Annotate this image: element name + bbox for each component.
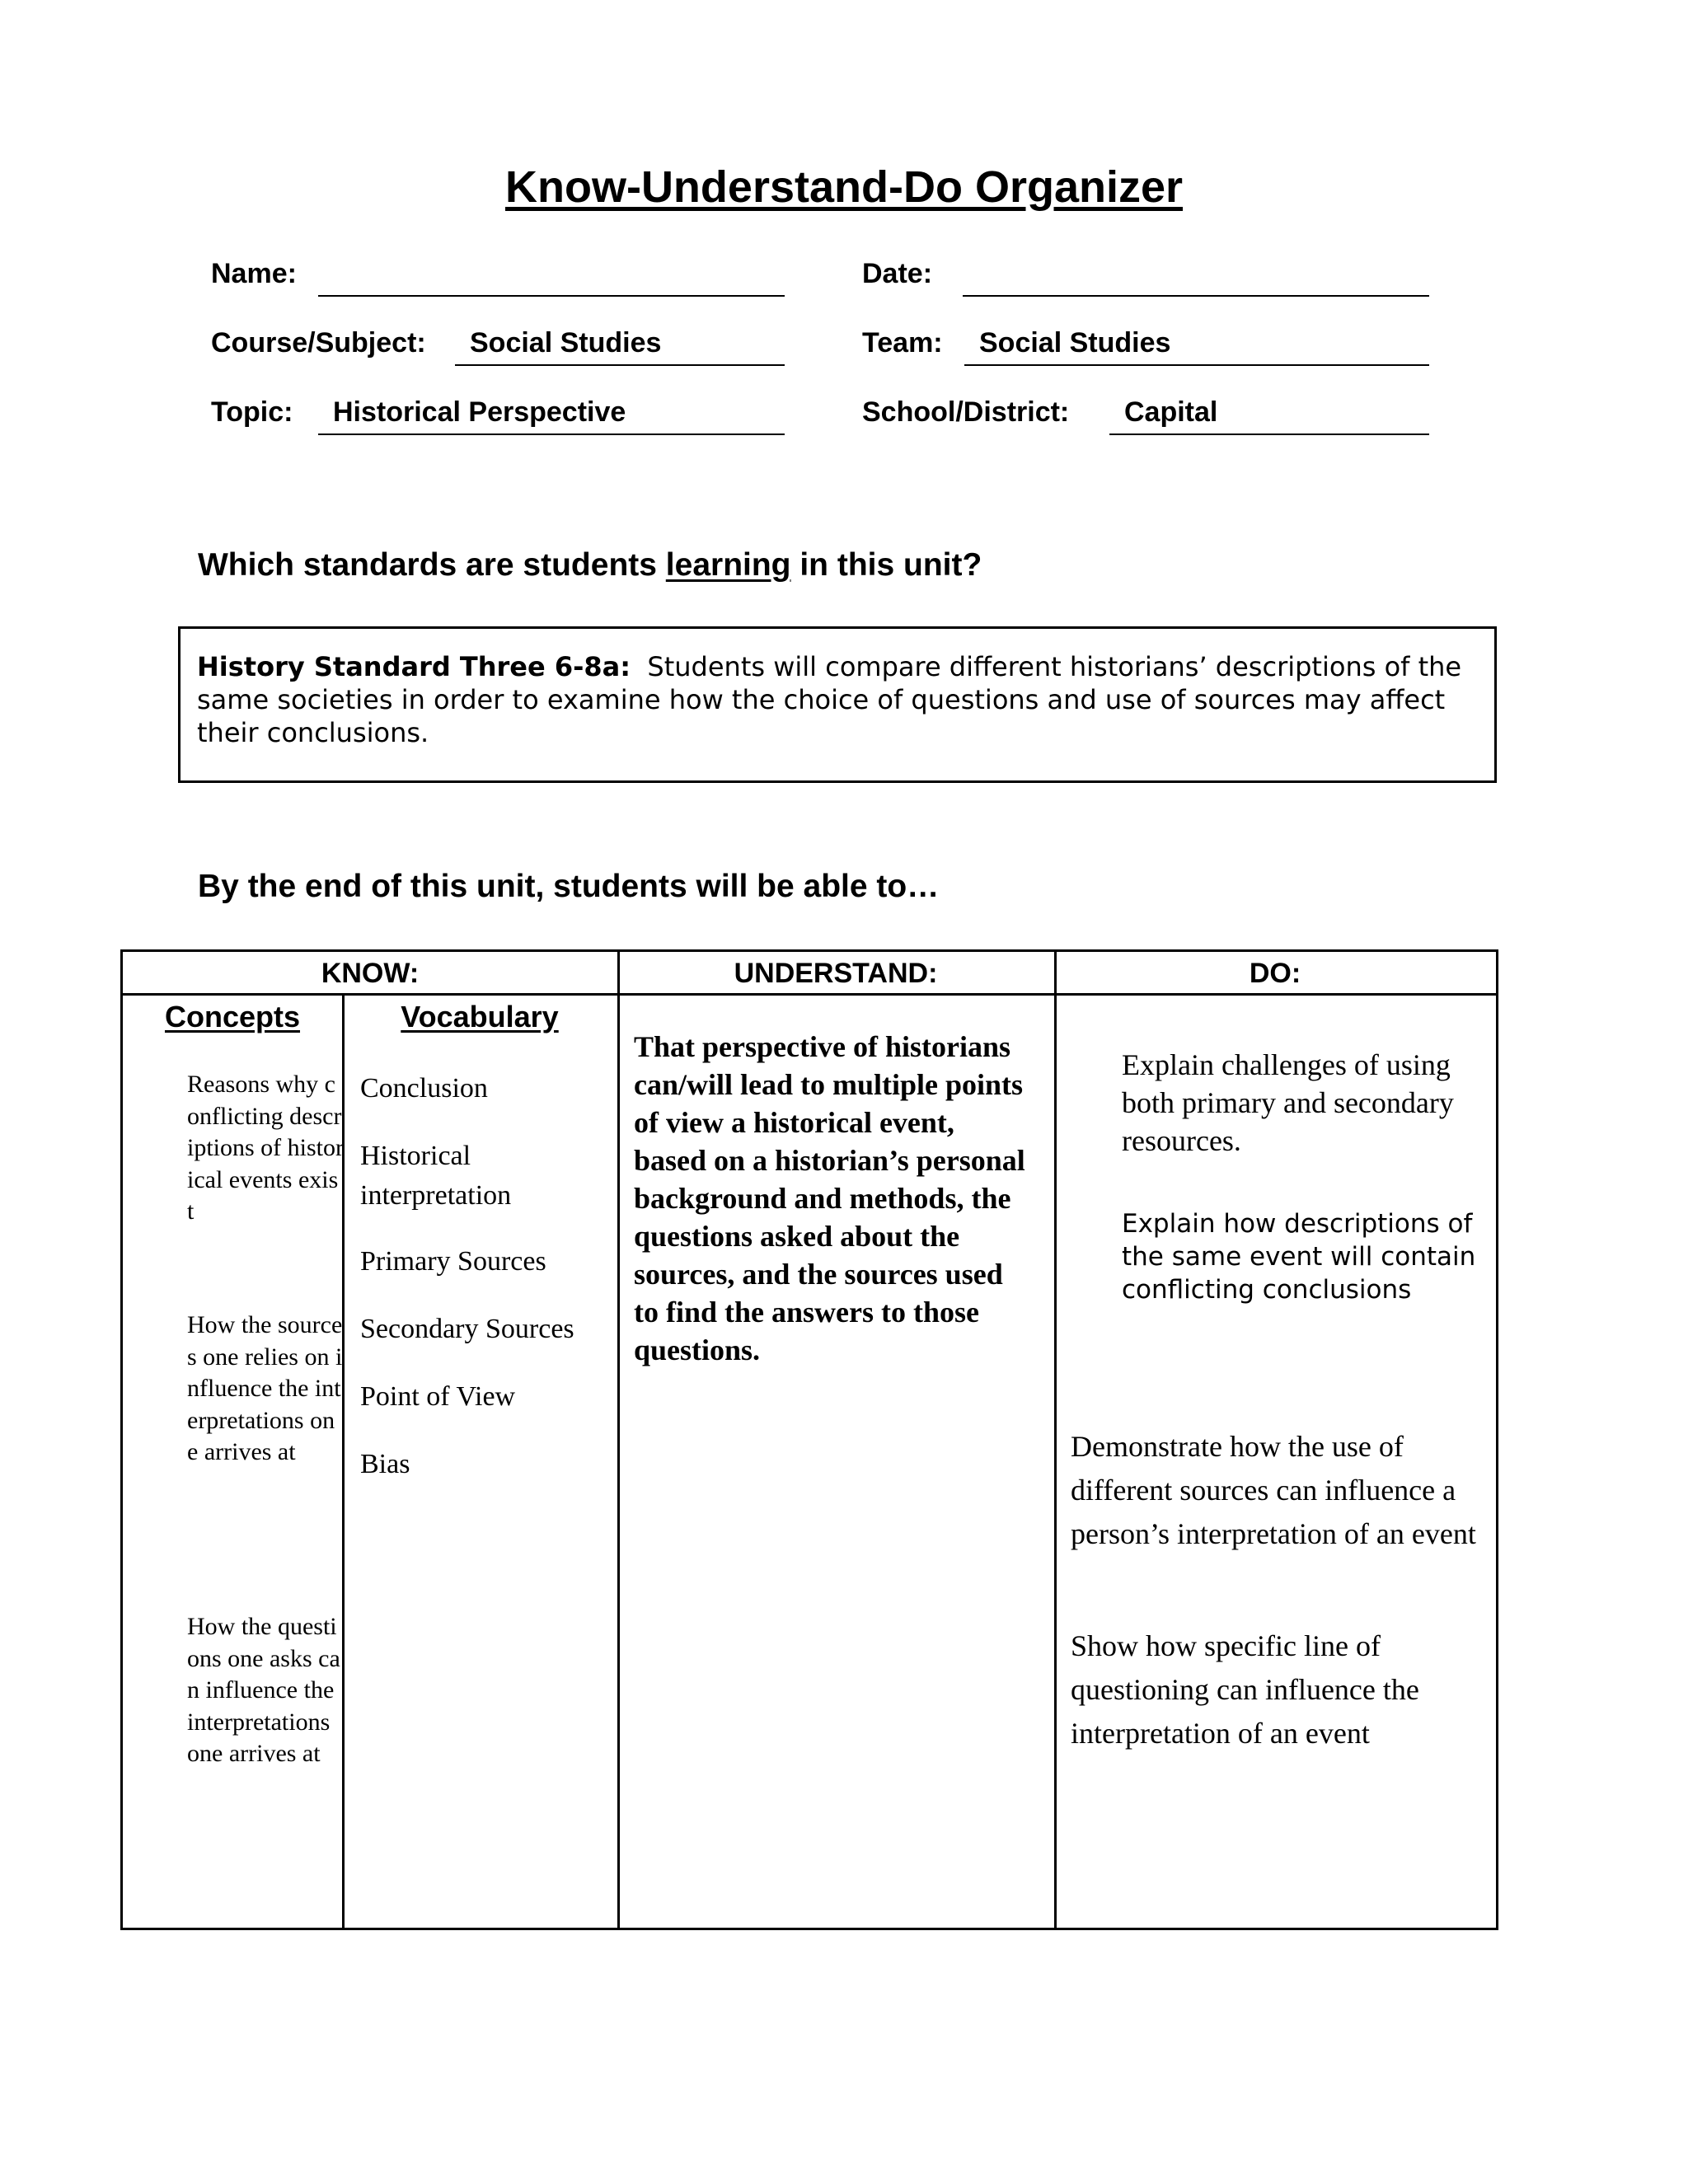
vocabulary-header: Vocabulary — [401, 1000, 559, 1033]
concept-item: How the sources one relies on influence the interpretations one arrives at — [187, 1311, 343, 1465]
know-understand-divider — [617, 952, 620, 1928]
do-item: Explain challenges of using both primary and secondary resources. — [1122, 1048, 1454, 1157]
vocabulary-item: Bias — [360, 1449, 410, 1479]
vocabulary-item: Secondary Sources — [360, 1314, 574, 1344]
understand-text: That perspective of historians can/will lead to multiple points of view a historical event, based on a historian’s personal background and methods, the questions asked about the sources, and the sources used to find the answers to those questions. — [634, 1030, 1025, 1366]
do-item: Explain how descriptions of the same event will contain conflicting conclusions — [1122, 1209, 1476, 1305]
vocabulary-item: Primary Sources — [360, 1246, 546, 1277]
date-input[interactable] — [963, 254, 1429, 297]
school-district-field — [862, 386, 1439, 435]
do-item: Demonstrate how the use of different sources can influence a person’s interpretation of an event — [1071, 1430, 1476, 1550]
concept-item: How the questions one asks can influence the interpretations one arrives at — [187, 1613, 340, 1767]
name-label: Name: — [211, 258, 297, 289]
name-input[interactable] — [318, 254, 785, 297]
topic-field — [211, 386, 788, 435]
course-subject-value: Social Studies — [470, 327, 662, 359]
standards-heading-emphasis: learning — [665, 547, 791, 583]
team-input[interactable] — [964, 323, 1429, 366]
standard-box — [178, 626, 1497, 783]
standards-heading — [198, 547, 982, 583]
standards-heading-before: Which standards are students — [198, 547, 666, 583]
topic-input[interactable] — [318, 392, 785, 435]
team-field — [862, 316, 1439, 366]
do-item: Show how specific line of questioning can influence the interpretation of an event — [1071, 1629, 1419, 1750]
name-field — [211, 247, 788, 297]
topic-value: Historical Perspective — [333, 396, 626, 428]
vocabulary-item: Conclusion — [360, 1073, 488, 1104]
school-district-label: School/District: — [862, 396, 1070, 428]
standard-text: Students will compare different historians’ descriptions of the same societies in order to examine how the choice of questions and use of sources may affect their conclusions. — [197, 651, 1462, 748]
standards-heading-after: in this unit? — [790, 547, 982, 583]
course-subject-label: Course/Subject: — [211, 327, 426, 359]
school-district-value: Capital — [1124, 396, 1218, 428]
know-header: KNOW: — [321, 958, 420, 989]
team-label: Team: — [862, 327, 943, 359]
page-title: Know-Understand-Do Organizer — [504, 162, 1184, 212]
date-field — [862, 247, 1439, 297]
date-label: Date: — [862, 258, 933, 289]
concept-item: Reasons why conflicting descriptions of historical events exist — [187, 1071, 345, 1225]
kud-table — [120, 949, 1498, 1930]
topic-label: Topic: — [211, 396, 293, 428]
vocabulary-item: Historical interpretation — [360, 1141, 512, 1211]
do-header: DO: — [1249, 958, 1301, 989]
outcomes-heading: By the end of this unit, students will be able to… — [198, 869, 940, 904]
course-subject-field — [211, 316, 788, 366]
understand-header: UNDERSTAND: — [734, 958, 938, 989]
header-divider — [123, 993, 1496, 996]
course-subject-input[interactable] — [455, 323, 785, 366]
standard-name: History Standard Three 6-8a: — [197, 651, 631, 682]
understand-do-divider — [1054, 952, 1057, 1928]
school-district-input[interactable] — [1109, 392, 1429, 435]
team-value: Social Studies — [979, 327, 1171, 359]
vocabulary-item: Point of View — [360, 1381, 516, 1412]
concepts-header: Concepts — [164, 1000, 301, 1033]
